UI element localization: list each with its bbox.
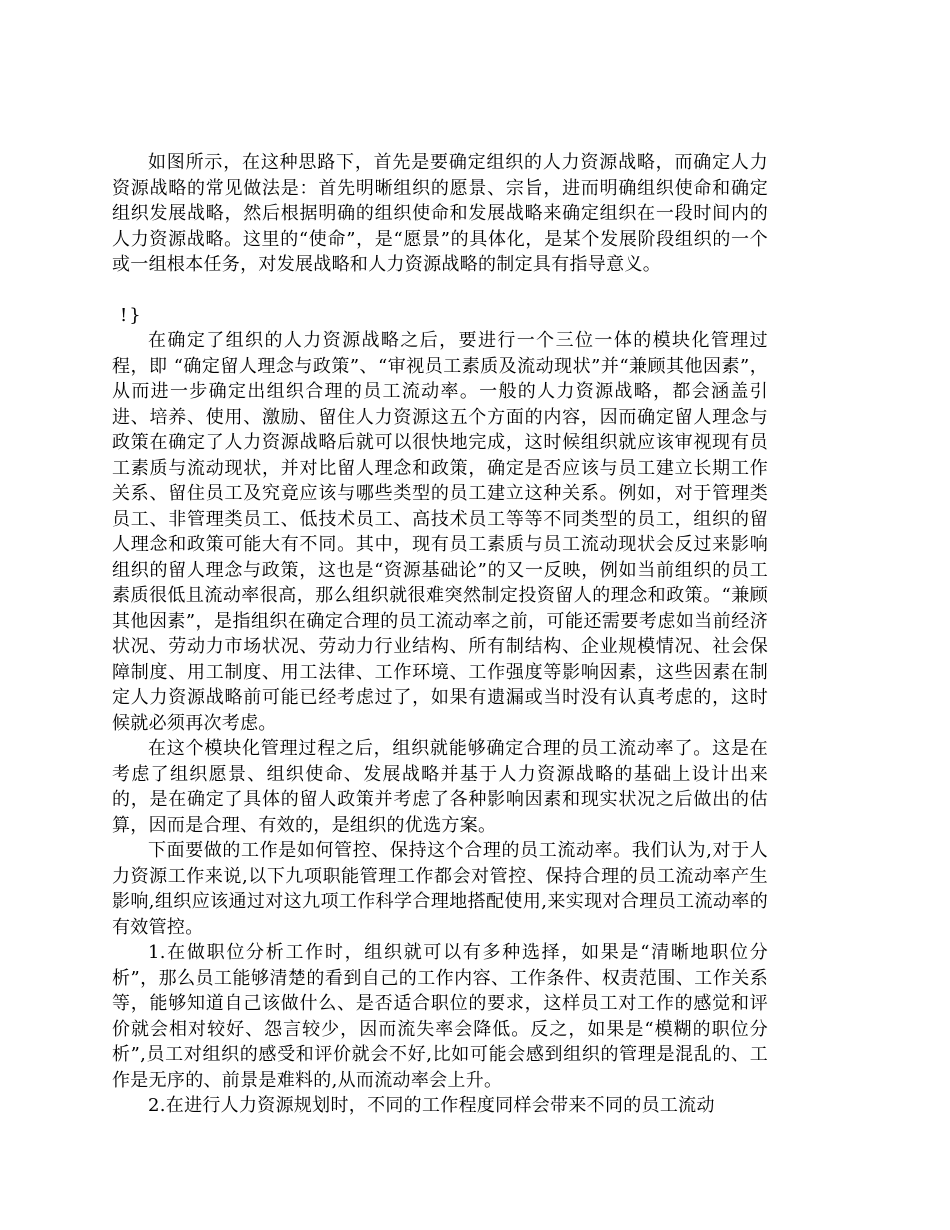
paragraph-intro: 如图所示，在这种思路下，首先是要确定组织的人力资源战略，而确定人力资源战略的常见做法是：首先明晰组织的愿景、宗旨，进而明确组织使命和确定组织发展战略，然后根据明确的组织使命和发展战略来确定组织在一段时间内的人力资源战略。这里的“使命”，是“愿景”的具体化，是某个发展阶段组织的一个或一组根本任务，对发展战略和人力资源战略的制定具有指导意义。: [112, 152, 768, 275]
paragraph-nine-functions: 下面要做的工作是如何管控、保持这个合理的员工流动率。我们认为,对于人力资源工作来说,以下九项职能管理工作都会对管控、保持合理的员工流动率产生影响,组织应该通过对这九项工作科学合理地搭配使用,来实现对合理员工流动率的有效管控。: [112, 840, 768, 938]
paragraph-item-1: 1.在做职位分析工作时，组织就可以有多种选择，如果是“清晰地职位分析”，那么员工能够清楚的看到自己的工作内容、工作条件、权责范围、工作关系等，能够知道自己该做什么、是否适合职位的要求，这样员工对工作的感觉和评价就会相对较好、怨言较少，因而流失率会降低。反之，如果是“模糊的职位分析”,员工对组织的感受和评价就会不好,比如可能会感到组织的管理是混乱的、工作是无序的、前景是难料的,从而流动率会上升。: [112, 942, 768, 1091]
paragraph-module-process: 在确定了组织的人力资源战略之后，要进行一个三位一体的模块化管理过程，即 “确定留人理念与政策”、“审视员工素质及流动现状”并“兼顾其他因素”，从而进一步确定出组织合理的员工流动率。一般的人力资源战略，都会涵盖引进、培养、使用、激励、留住人力资源这五个方面的内容，因而确定留人理念与政策在确定了人力资源战略后就可以很快地完成，这时候组织就应该审视现有员工素质与流动现状，并对比留人理念和政策，确定是否应该与员工建立长期工作关系、留住员工及究竟应该与哪些类型的员工建立这种关系。例如，对于管理类员工、非管理类员工、低技术员工、高技术员工等等不同类型的员工，组织的留人理念和政策可能大有不同。其中，现有员工素质与员工流动现状会反过来影响组织的留人理念与政策，这也是“资源基础论”的又一反映，例如当前组织的员工素质很低且流动率很高，那么组织就很难突然制定投资留人的理念和政策。“兼顾其他因素”，是指组织在确定合理的员工流动率之前，可能还需要考虑如当前经济状况、劳动力市场状况、劳动力行业结构、所有制结构、企业规模情况、社会保障制度、用工制度、用工法律、工作环境、工作强度等影响因素，这些因素在制定人力资源战略前可能已经考虑过了，如果有遗漏或当时没有认真考虑的，这时候就必须再次考虑。: [112, 330, 768, 734]
paragraph-turnover-rate: 在这个模块化管理过程之后，组织就能够确定合理的员工流动率了。这是在考虑了组织愿景、组织使命、发展战略并基于人力资源战略的基础上设计出来的，是在确定了具体的留人政策并考虑了各种影响因素和现实状况之后做出的估算，因而是合理、有效的，是组织的优选方案。: [112, 738, 768, 836]
paragraph-item-2: 2.在进行人力资源规划时，不同的工作程度同样会带来不同的员工流动: [148, 1095, 715, 1116]
document-page: [112, 150, 768, 1119]
figure-marker: !}: [120, 304, 143, 326]
